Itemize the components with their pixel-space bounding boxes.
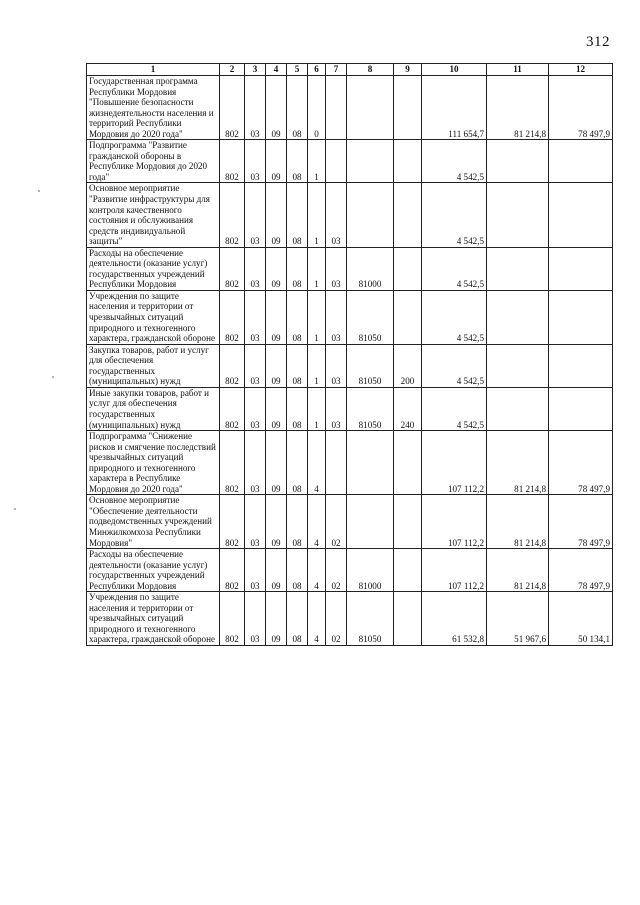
cell-col-6: 0 (308, 76, 326, 140)
cell-col-9 (394, 495, 422, 549)
cell-col-8 (347, 76, 394, 140)
cell-col-7 (326, 140, 347, 183)
cell-col-10: 4 542,5 (422, 344, 487, 387)
cell-col-2: 802 (220, 76, 245, 140)
cell-col-7: 03 (326, 247, 347, 290)
cell-col-9 (394, 183, 422, 247)
page-number: 312 (586, 34, 610, 50)
cell-col-12 (549, 247, 613, 290)
cell-col-11: 81 214,8 (487, 76, 549, 140)
cell-col-7: 03 (326, 183, 347, 247)
table-row (87, 431, 613, 495)
cell-col-11 (487, 387, 549, 430)
cell-col-4: 09 (266, 247, 287, 290)
column-header: 10 (422, 64, 487, 76)
cell-col-6: 1 (308, 183, 326, 247)
cell-col-3: 03 (245, 592, 266, 646)
cell-col-6: 1 (308, 290, 326, 344)
cell-col-9 (394, 592, 422, 646)
cell-col-3: 03 (245, 344, 266, 387)
cell-col-3: 03 (245, 76, 266, 140)
cell-col-7 (326, 76, 347, 140)
cell-col-11 (487, 183, 549, 247)
cell-col-8: 81000 (347, 247, 394, 290)
cell-col-2: 802 (220, 495, 245, 549)
table-row (87, 183, 613, 247)
cell-col-8 (347, 495, 394, 549)
cell-col-11: 81 214,8 (487, 549, 549, 592)
row-name: Основное мероприятие "Обеспечение деятельности подведомственных учреждений Минжилкомхоза Республики Мордовия" (87, 495, 220, 549)
cell-col-10: 4 542,5 (422, 247, 487, 290)
cell-col-6: 1 (308, 247, 326, 290)
cell-col-11: 81 214,8 (487, 431, 549, 495)
cell-col-6: 4 (308, 549, 326, 592)
cell-col-10: 4 542,5 (422, 387, 487, 430)
cell-col-5: 08 (287, 183, 308, 247)
row-name: Расходы на обеспечение деятельности (оказание услуг) государственных учреждений Республики Мордовия (87, 247, 220, 290)
cell-col-9 (394, 431, 422, 495)
cell-col-5: 08 (287, 76, 308, 140)
cell-col-4: 09 (266, 592, 287, 646)
cell-col-9: 200 (394, 344, 422, 387)
cell-col-8: 81050 (347, 387, 394, 430)
cell-col-4: 09 (266, 344, 287, 387)
cell-col-11 (487, 247, 549, 290)
cell-col-10: 61 532,8 (422, 592, 487, 646)
cell-col-4: 09 (266, 387, 287, 430)
row-name: Учреждения по защите населения и территории от чрезвычайных ситуаций природного и техногенного характера, гражданской обороне (87, 592, 220, 646)
cell-col-7: 02 (326, 549, 347, 592)
cell-col-3: 03 (245, 495, 266, 549)
cell-col-3: 03 (245, 431, 266, 495)
cell-col-2: 802 (220, 549, 245, 592)
cell-col-7: 03 (326, 344, 347, 387)
row-name: Основное мероприятие "Развитие инфраструктуры для контроля качественного состояния и обслуживания средств индивидуальной защиты" (87, 183, 220, 247)
cell-col-12: 50 134,1 (549, 592, 613, 646)
scan-speck (52, 376, 54, 378)
cell-col-8: 81050 (347, 290, 394, 344)
cell-col-9 (394, 140, 422, 183)
table-row (87, 290, 613, 344)
cell-col-2: 802 (220, 183, 245, 247)
cell-col-6: 4 (308, 431, 326, 495)
cell-col-5: 08 (287, 592, 308, 646)
cell-col-5: 08 (287, 431, 308, 495)
cell-col-3: 03 (245, 549, 266, 592)
cell-col-6: 1 (308, 140, 326, 183)
cell-col-5: 08 (287, 549, 308, 592)
cell-col-3: 03 (245, 247, 266, 290)
row-name: Расходы на обеспечение деятельности (оказание услуг) государственных учреждений Республики Мордовия (87, 549, 220, 592)
row-name: Подпрограмма "Развитие гражданской обороны в Республике Мордовия до 2020 года" (87, 140, 220, 183)
table-row (87, 247, 613, 290)
column-header: 8 (347, 64, 394, 76)
cell-col-8: 81050 (347, 592, 394, 646)
cell-col-2: 802 (220, 290, 245, 344)
cell-col-6: 1 (308, 344, 326, 387)
cell-col-10: 107 112,2 (422, 549, 487, 592)
row-name: Подпрограмма "Снижение рисков и смягчение последствий чрезвычайных ситуаций природного и техногенного характера в Республике Мордовия до 2020 года" (87, 431, 220, 495)
cell-col-5: 08 (287, 344, 308, 387)
cell-col-11: 51 967,6 (487, 592, 549, 646)
cell-col-12 (549, 140, 613, 183)
cell-col-8 (347, 431, 394, 495)
column-header: 9 (394, 64, 422, 76)
table-row (87, 140, 613, 183)
table-row (87, 549, 613, 592)
row-name: Закупка товаров, работ и услуг для обеспечения государственных (муниципальных) нужд (87, 344, 220, 387)
cell-col-5: 08 (287, 247, 308, 290)
cell-col-3: 03 (245, 140, 266, 183)
cell-col-4: 09 (266, 183, 287, 247)
cell-col-11: 81 214,8 (487, 495, 549, 549)
cell-col-7 (326, 431, 347, 495)
cell-col-10: 4 542,5 (422, 290, 487, 344)
cell-col-7: 03 (326, 290, 347, 344)
table-row (87, 495, 613, 549)
cell-col-12: 78 497,9 (549, 495, 613, 549)
cell-col-10: 107 112,2 (422, 431, 487, 495)
column-header: 11 (487, 64, 549, 76)
cell-col-9 (394, 549, 422, 592)
cell-col-12: 78 497,9 (549, 76, 613, 140)
cell-col-8 (347, 183, 394, 247)
cell-col-12: 78 497,9 (549, 431, 613, 495)
cell-col-12 (549, 290, 613, 344)
cell-col-2: 802 (220, 247, 245, 290)
cell-col-2: 802 (220, 387, 245, 430)
cell-col-2: 802 (220, 592, 245, 646)
cell-col-5: 08 (287, 387, 308, 430)
cell-col-6: 4 (308, 495, 326, 549)
cell-col-9 (394, 290, 422, 344)
cell-col-9: 240 (394, 387, 422, 430)
scan-speck (38, 190, 40, 192)
budget-table (86, 63, 613, 646)
cell-col-12 (549, 183, 613, 247)
column-header: 1 (87, 64, 220, 76)
cell-col-4: 09 (266, 495, 287, 549)
row-name: Учреждения по защите населения и территории от чрезвычайных ситуаций природного и техногенного характера, гражданской обороне (87, 290, 220, 344)
cell-col-4: 09 (266, 549, 287, 592)
cell-col-10: 4 542,5 (422, 140, 487, 183)
column-header: 2 (220, 64, 245, 76)
table-row (87, 344, 613, 387)
cell-col-3: 03 (245, 387, 266, 430)
cell-col-8 (347, 140, 394, 183)
column-header: 6 (308, 64, 326, 76)
cell-col-3: 03 (245, 183, 266, 247)
column-header: 7 (326, 64, 347, 76)
cell-col-7: 02 (326, 592, 347, 646)
column-header: 4 (266, 64, 287, 76)
cell-col-7: 02 (326, 495, 347, 549)
cell-col-5: 08 (287, 495, 308, 549)
cell-col-6: 4 (308, 592, 326, 646)
cell-col-9 (394, 76, 422, 140)
cell-col-10: 107 112,2 (422, 495, 487, 549)
row-name: Государственная программа Республики Мордовия "Повышение безопасности жизнедеятельности населения и территорий Республики Мордовия до 2020 года" (87, 76, 220, 140)
cell-col-11 (487, 290, 549, 344)
cell-col-2: 802 (220, 431, 245, 495)
cell-col-12 (549, 344, 613, 387)
cell-col-4: 09 (266, 76, 287, 140)
cell-col-12: 78 497,9 (549, 549, 613, 592)
cell-col-7: 03 (326, 387, 347, 430)
cell-col-4: 09 (266, 431, 287, 495)
cell-col-3: 03 (245, 290, 266, 344)
cell-col-8: 81050 (347, 344, 394, 387)
cell-col-2: 802 (220, 344, 245, 387)
column-header: 3 (245, 64, 266, 76)
table-header-row (87, 64, 613, 76)
cell-col-11 (487, 344, 549, 387)
table-row (87, 76, 613, 140)
cell-col-11 (487, 140, 549, 183)
cell-col-5: 08 (287, 290, 308, 344)
cell-col-10: 4 542,5 (422, 183, 487, 247)
cell-col-6: 1 (308, 387, 326, 430)
column-header: 5 (287, 64, 308, 76)
cell-col-9 (394, 247, 422, 290)
cell-col-8: 81000 (347, 549, 394, 592)
cell-col-4: 09 (266, 140, 287, 183)
table-row (87, 387, 613, 430)
scan-speck (14, 508, 16, 510)
cell-col-4: 09 (266, 290, 287, 344)
column-header: 12 (549, 64, 613, 76)
table-row (87, 592, 613, 646)
row-name: Иные закупки товаров, работ и услуг для обеспечения государственных (муниципальных) нужд (87, 387, 220, 430)
cell-col-2: 802 (220, 140, 245, 183)
cell-col-5: 08 (287, 140, 308, 183)
cell-col-10: 111 654,7 (422, 76, 487, 140)
cell-col-12 (549, 387, 613, 430)
